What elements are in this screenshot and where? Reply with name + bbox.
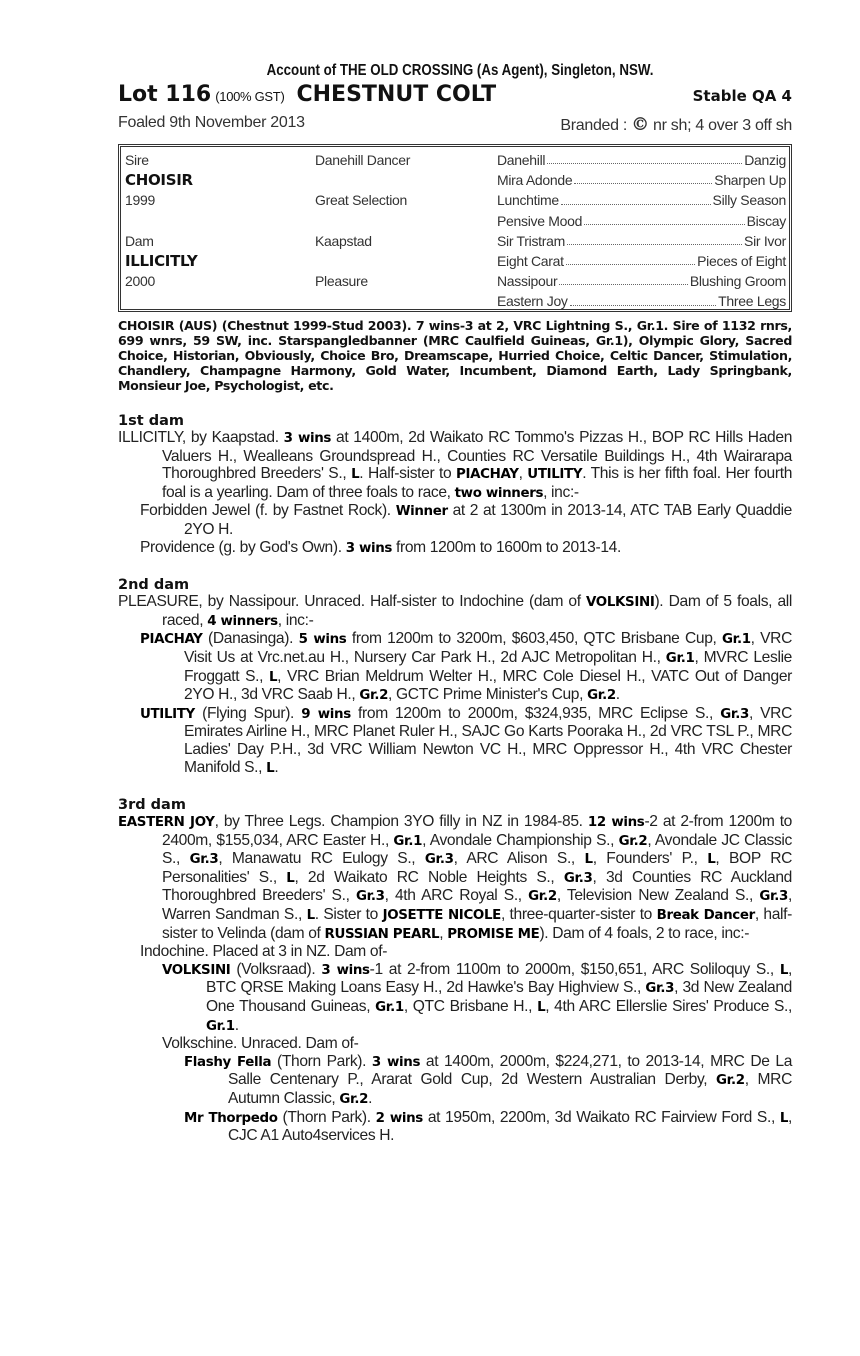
stable-location: Stable QA 4 [692, 87, 792, 105]
lot-number: Lot 116 [118, 82, 212, 107]
entry-bold: Gr.1 [393, 833, 423, 849]
entry-text: , MRC Autumn Classic, [228, 1071, 792, 1107]
entry-text: , Manawatu RC Eulogy S., [218, 850, 425, 868]
horse-sire: Three Legs [718, 293, 786, 310]
dotted-leader [584, 211, 744, 225]
entry-text: , Avondale JC Classic S., [162, 831, 792, 868]
brand-mark-icon: © [631, 114, 649, 135]
entry-bold: Gr.3 [563, 870, 593, 886]
entry-text: Indochine. Placed at 3 in NZ. Dam of- [140, 943, 388, 961]
entry-text: , MVRC Leslie Froggatt S., [184, 648, 793, 685]
entry-text: , Founders' P., [592, 850, 708, 868]
entry-bold: VOLKSINI [586, 595, 655, 611]
entry-text: , inc:- [277, 611, 314, 629]
entry-text: , BTC QRSE Making Loans Easy H., 2d Hawke's Bay Highview S., [206, 960, 793, 997]
entry-text: , QTC Brisbane H., [403, 998, 538, 1016]
pedigree-cell: 1999 [125, 192, 155, 209]
pedigree-cell [125, 211, 197, 231]
branded-text: nr sh; 4 over 3 off sh [648, 117, 792, 134]
horse-name: Nassipour [497, 273, 558, 290]
entry-bold: L [306, 908, 315, 924]
pedigree-cell [497, 291, 786, 311]
entry-bold: PROMISE ME [447, 926, 540, 942]
entry-text: , Warren Sandman S., [162, 887, 793, 924]
entry-bold: Gr.3 [355, 889, 385, 905]
entry-bold: EASTERN JOY [118, 815, 215, 831]
entry-text: (Danasinga). [202, 630, 299, 648]
entry-text: from 1200m to 3200m, $603,450, QTC Brisbane Cup, [346, 630, 722, 648]
entry-bold: Gr.2 [587, 688, 616, 704]
entry-bold: Gr.3 [189, 852, 219, 868]
entry-text: at 1400m, 2d Waikato RC Tommo's Pizzas H., BOP RC Hills Haden Valuers H., Wealleans Groundspread H., Counties RC Versatile Buildings H., 4th Wairarapa Thoroughbred Breeders' S., [162, 429, 793, 483]
horse-sire: Danzig [744, 152, 786, 168]
entry-text: , 2d Waikato RC Noble Heights S., [294, 868, 564, 886]
horse-sire: Sir Ivor [744, 232, 786, 249]
foaled-date: Foaled 9th November 2013 [118, 114, 305, 131]
horse-sire: Blushing Groom [689, 273, 786, 290]
entry-text: ). Dam of 4 foals, 2 to race, inc:- [539, 924, 750, 942]
entry-bold: Gr.1 [721, 632, 751, 648]
pedigree-cell [497, 231, 786, 251]
section-heading: 1st dam [118, 413, 184, 429]
horse-name: Lunchtime [497, 192, 559, 209]
horse-sire: Silly Season [712, 192, 786, 209]
pedigree-cell: Danehill Dancer [315, 152, 411, 168]
entry-text: (Thorn Park). [271, 1052, 372, 1070]
entry-bold: Gr.2 [359, 688, 389, 704]
entry-bold: Gr.2 [716, 1073, 745, 1089]
pedigree-cell: ILLICITLY [125, 251, 198, 270]
pedigree-cell [497, 211, 786, 231]
pedigree-cell [315, 251, 410, 271]
entry-text: . This is her fifth foal. Her fourth foal is a yearling. Dam of three foals to race, [162, 465, 793, 501]
pedigree-entry [118, 593, 792, 630]
entry-bold: L [266, 760, 275, 776]
entry-text: -2 at 2-from 1200m to 2400m, $155,034, ARC Easter H., [162, 813, 792, 849]
entry-bold: L [268, 669, 278, 685]
entry-bold: 3 wins [283, 431, 332, 446]
entry-text: , [439, 924, 448, 942]
vendor-account: Account of THE OLD CROSSING (As Agent), Singleton, NSW. [266, 62, 654, 79]
dotted-leader [574, 170, 712, 184]
section-heading: 2nd dam [118, 577, 190, 594]
brand-info [560, 114, 792, 135]
entry-bold: 9 wins [301, 706, 351, 722]
entry-bold: Gr.1 [375, 1000, 404, 1016]
horse-name: Pensive Mood [497, 212, 583, 229]
dotted-leader [570, 291, 717, 305]
dam-sections [118, 413, 792, 1145]
entry-bold: Flashy Fella [184, 1054, 272, 1070]
catalogue-page [118, 62, 792, 1145]
entry-text: (Volksraad). [230, 960, 322, 978]
pedigree-cell [497, 271, 786, 291]
entry-text: , 4th ARC Ellerslie Sires' Produce S., [545, 998, 793, 1016]
horse-sire: Biscay [746, 212, 786, 229]
dotted-leader [559, 271, 687, 285]
pedigree-entry [118, 1053, 792, 1109]
entry-text: at 1400m, 2000m, $224,271, to 2013-14, MRC De La Salle Centenary P., Ararat Gold Cup, 2d Western Australian Derby, [228, 1052, 793, 1089]
entry-bold: Gr.3 [720, 706, 749, 722]
pedigree-entry [118, 502, 792, 538]
entry-bold: VOLKSINI [162, 962, 231, 978]
entry-text: , ARC Alison S., [453, 850, 585, 868]
foaling-row [118, 114, 792, 135]
entry-text: , BOP RC Personalities' S., [162, 850, 793, 886]
entry-bold: Gr.3 [759, 889, 789, 905]
section-heading: 3rd dam [118, 797, 186, 814]
pedigree-cell: CHOISIR [125, 171, 193, 190]
horse-name: Sir Tristram [497, 232, 565, 249]
dotted-leader [561, 190, 711, 204]
entry-bold: Gr.2 [618, 833, 648, 849]
pedigree-cell [497, 251, 786, 271]
entry-text: . Half-sister to [359, 465, 457, 483]
entry-text: , VRC Visit Us at Vrc.net.au H., Nursery Car Park H., 2d AJC Metropolitan H., [184, 630, 793, 666]
entry-bold: Break Dancer [656, 908, 755, 924]
pedigree-cell: Great Selection [315, 192, 407, 209]
pedigree-col-parents [125, 150, 197, 312]
entry-text: , 3d New Zealand One Thousand Guineas, [206, 979, 792, 1016]
entry-text: from 1200m to 1600m to 2013-14. [392, 538, 621, 556]
entry-bold: L [537, 1000, 546, 1016]
entry-bold: L [286, 870, 295, 886]
entry-text: (Flying Spur). [194, 704, 302, 722]
entry-bold: L [584, 852, 593, 868]
pedigree-entry [118, 429, 792, 502]
entry-bold: Gr.1 [206, 1018, 235, 1034]
entry-bold: Gr.3 [645, 981, 675, 997]
pedigree-entry [118, 943, 792, 961]
entry-text: . Sister to [314, 906, 383, 924]
branded-label: Branded : [560, 117, 632, 134]
entry-bold: JOSETTE NICOLE [382, 908, 501, 924]
pedigree-cell [315, 211, 410, 231]
entry-bold: 3 wins [321, 962, 370, 978]
pedigree-cell: Dam [125, 232, 154, 249]
entry-text: , 3d Counties RC Auckland Thoroughbred Breeders' S., [162, 868, 792, 905]
entry-text: ILLICITLY, by Kaapstad. [118, 429, 284, 446]
entry-text: , Television New Zealand S., [556, 887, 760, 905]
entry-text: , [518, 465, 528, 483]
horse-name: Mira Adonde [497, 172, 573, 189]
entry-text: PLEASURE, by Nassipour. Unraced. Half-sister to Indochine (dam of [118, 593, 587, 611]
horse-name: Eastern Joy [497, 293, 568, 310]
pedigree-entry [118, 1035, 792, 1053]
dotted-leader [547, 150, 742, 164]
entry-bold: L [779, 1110, 789, 1126]
entry-bold: 4 winners [207, 613, 278, 629]
entry-bold: Gr.1 [665, 650, 695, 666]
pedigree-cell: 2000 [125, 273, 155, 290]
lot-title: CHESTNUT COLT [296, 82, 497, 107]
entry-text: from 1200m to 2000m, $324,935, MRC Eclipse S., [350, 704, 721, 722]
entry-text: , VRC Brian Meldrum Welter H., MRC Cole Diesel H., VATC Out of Danger 2YO H., 3d VRC Saab H., [184, 667, 792, 704]
entry-text: Forbidden Jewel (f. by Fastnet Rock). [140, 502, 396, 520]
entry-text: , by Three Legs. Champion 3YO filly in NZ in 1984-85. [214, 813, 588, 831]
pedigree-cell: Sire [125, 152, 149, 168]
entry-text: , CJC A1 Auto4services H. [228, 1108, 793, 1145]
entry-text: ). Dam of 5 foals, all raced, [162, 593, 793, 629]
entry-text: (Thorn Park). [277, 1108, 376, 1126]
entry-bold: UTILITY [140, 706, 195, 722]
lot-header [118, 82, 792, 108]
pedigree-cell [497, 170, 786, 190]
entry-bold: PIACHAY [456, 467, 519, 483]
entry-text: . [274, 758, 279, 776]
entry-bold: L [779, 962, 789, 978]
pedigree-entry [118, 1109, 792, 1145]
entry-text: . [234, 1016, 239, 1034]
entry-bold: Gr.2 [339, 1092, 369, 1107]
entry-text: Volkschine. Unraced. Dam of- [162, 1035, 359, 1053]
entry-text: , half-sister to Velinda (dam of [162, 906, 792, 942]
entry-bold: PIACHAY [140, 632, 203, 648]
pedigree-cell [125, 291, 197, 311]
entry-text: , inc:- [543, 483, 579, 501]
entry-text: Providence (g. by God's Own). [140, 538, 346, 556]
horse-name: Eight Carat [497, 252, 564, 269]
pedigree-entry [118, 961, 792, 1035]
pedigree-entry [118, 539, 792, 558]
entry-bold: 2 wins [375, 1110, 423, 1126]
horse-sire: Sharpen Up [714, 172, 786, 189]
entry-bold: 3 wins [345, 540, 393, 556]
entry-bold: 12 wins [587, 815, 645, 831]
entry-bold: Gr.3 [424, 852, 454, 868]
entry-bold: Mr Thorpedo [184, 1110, 278, 1126]
entry-text: at 1950m, 2200m, 3d Waikato RC Fairview Ford S., [422, 1108, 780, 1126]
entry-bold: 5 wins [298, 632, 347, 648]
entry-bold: Gr.2 [528, 889, 557, 905]
entry-text: . [368, 1090, 373, 1107]
dotted-leader [567, 231, 742, 245]
pedigree-cell [497, 190, 786, 210]
horse-name: Danehill [497, 152, 546, 168]
entry-text: , VRC Emirates Airline H., MRC Planet Ruler H., SAJC Go Karts Pooraka H., 2d VRC TSL P., MRC Ladies' Day P.H., 3d VRC William Newton VC H., MRC Oppressor H., 4th VRC Chester Manifold S., [184, 704, 793, 776]
entry-text: , 4th ARC Royal S., [384, 887, 529, 905]
pedigree-entry [118, 630, 792, 704]
entry-bold: L [351, 467, 360, 483]
entry-text: at 2 at 1300m in 2013-14, ATC TAB Early Quaddie 2YO H. [184, 502, 793, 538]
entry-text: -1 at 2-from 1100m to 2000m, $150,651, ARC Soliloquy S., [369, 960, 780, 978]
pedigree-cell: Kaapstad [315, 232, 372, 249]
entry-text: , three-quarter-sister to [500, 906, 657, 924]
entry-bold: UTILITY [527, 467, 583, 483]
entry-text: , Avondale Championship S., [422, 831, 619, 849]
entry-bold: Winner [395, 504, 448, 520]
pedigree-entry [118, 813, 792, 943]
entry-bold: RUSSIAN PEARL [324, 926, 440, 942]
entry-bold: two winners [454, 485, 544, 501]
pedigree-cell [315, 170, 410, 190]
pedigree-cell [497, 150, 786, 170]
entry-bold: L [707, 852, 716, 868]
pedigree-col-great-grandparents [497, 150, 786, 312]
dotted-leader [566, 251, 695, 265]
pedigree-entry [118, 705, 792, 777]
gst-note: (100% GST) [215, 89, 285, 104]
pedigree-cell: Pleasure [315, 273, 368, 290]
entry-text: . [615, 686, 620, 704]
entry-text: , GCTC Prime Minister's Cup, [388, 686, 588, 704]
horse-sire: Pieces of Eight [697, 252, 786, 269]
pedigree-table [118, 144, 792, 312]
entry-bold: 3 wins [371, 1054, 421, 1070]
pedigree-cell [315, 291, 410, 311]
pedigree-col-grandparents [315, 150, 410, 312]
sire-summary: CHOISIR (AUS) (Chestnut 1999-Stud 2003). 7 wins-3 at 2, VRC Lightning S., Gr.1. Sire of 1132 rnrs, 699 wnrs, 59 SW, inc. Starspangledbanner (MRC Caulfield Guineas, Gr.1), Olympic Glory, Sacred Choice, Historian, Obviously, Choice Bro, Dreamscape, Hurried Choice, Celtic Dancer, Stimulation, Chandlery, Champagne Harmony, Gold Water, Incumbent, Diamond Earth, Lady Springbank, Monsieur Joe, Psychologist, etc. [118, 318, 792, 393]
